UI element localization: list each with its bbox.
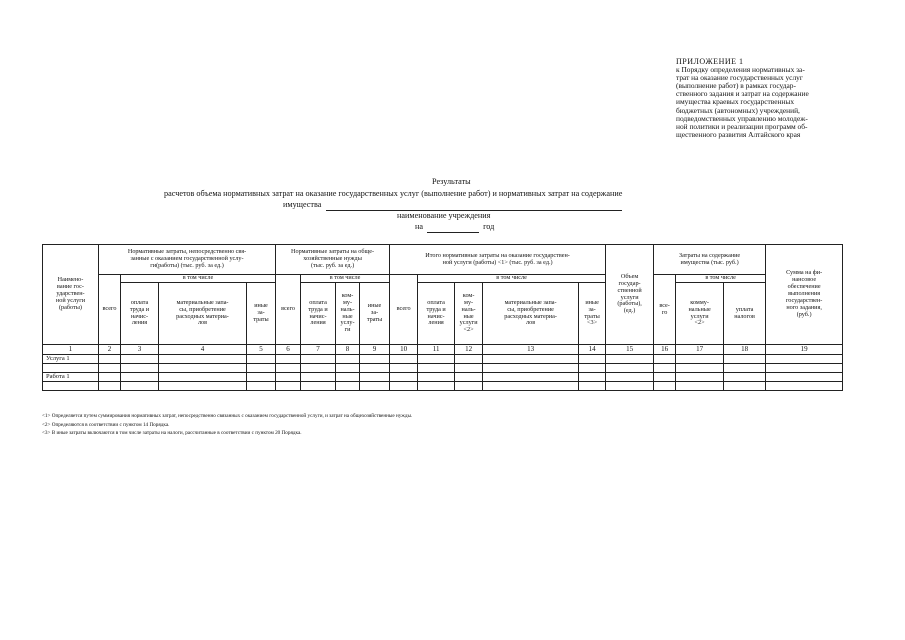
header-including: в том числе	[676, 275, 766, 283]
property-label: имущества	[283, 200, 322, 209]
column-number: 6	[276, 345, 301, 355]
table-row	[43, 364, 843, 373]
column-number-row	[43, 345, 843, 355]
institution-name-blank	[326, 202, 622, 211]
year-prefix: на	[415, 222, 424, 231]
column-number: 4	[159, 345, 247, 355]
footnotes	[42, 412, 412, 438]
institution-caption: наименование учреждения	[397, 211, 491, 220]
column-number: 7	[301, 345, 336, 355]
appendix-line: бюджетных (автономных) учреждений,	[676, 105, 800, 115]
header-total: всего	[99, 275, 121, 345]
header-materials: материальные запа- сы, приобретение расходных материа- лов	[159, 283, 247, 345]
header-labor: оплата труда и начис- ления	[418, 283, 455, 345]
header-service-volume: Объем государ- ственной услуги (работы), (ед.)	[606, 245, 654, 345]
document-title: Результаты	[432, 177, 471, 186]
column-number: 2	[99, 345, 121, 355]
header-total: всего	[390, 275, 418, 345]
header-including: в том числе	[301, 275, 390, 283]
column-number: 1	[43, 345, 99, 355]
header-other-costs: иные за- траты	[247, 283, 276, 345]
header-service-name: Наимено- вание гос- ударствен- ной услуги (работы)	[43, 245, 99, 345]
appendix-line: ной политики и реализации программ об-	[676, 121, 808, 131]
property-line	[283, 200, 622, 211]
appendix-line: (выполнение работ) в рамках государ-	[676, 81, 796, 91]
year-line	[415, 222, 494, 233]
appendix-line: к Порядку определения нормативных за-	[676, 65, 805, 75]
footnote: <2> Определяются в соответствии с пунктом 14 Порядка.	[42, 421, 170, 428]
header-taxes: уплата налогов	[724, 283, 766, 345]
results-table	[42, 244, 843, 391]
column-number: 3	[121, 345, 159, 355]
column-number: 5	[247, 345, 276, 355]
footnote: <1> Определяется путем суммирования нормативных затрат, непосредственно связанных с оказанием государственной услуги, и затрат на общехозяйственные нужды.	[42, 413, 413, 419]
column-number: 10	[390, 345, 418, 355]
column-number: 12	[455, 345, 483, 355]
header-utilities: комму- нальные услуги <2>	[676, 283, 724, 345]
header-general-costs: Нормативные затраты на обще- хозяйственные нужды (тыс. руб. за ед.)	[276, 245, 390, 275]
appendix-line: имущества краевых государственных	[676, 97, 795, 107]
appendix-caption: ПРИЛОЖЕНИЕ 1	[676, 57, 744, 66]
table-row	[43, 382, 843, 391]
appendix-line: трат на оказание государственных услуг	[676, 73, 803, 83]
footnote: <3> В иные затраты включаются в том числе затраты на налоги, рассчитанные в соответствии с пунктом 20 Порядка.	[42, 430, 302, 437]
header-including: в том числе	[418, 275, 606, 283]
appendix-line: ственного задания и затрат на содержание	[676, 89, 809, 99]
appendix-line: подведомственных управлению молодеж-	[676, 113, 808, 123]
row-label: Работа 1	[43, 373, 99, 382]
header-total: все- го	[654, 275, 676, 345]
header-other-costs: иные за- траты <3>	[579, 283, 606, 345]
header-property-costs: Затраты на содержание имущества (тыс. руб.)	[654, 245, 766, 275]
header-labor: оплата труда и начис- ления	[301, 283, 336, 345]
row-label	[43, 382, 99, 391]
column-number: 11	[418, 345, 455, 355]
header-direct-costs: Нормативные затраты, непосредственно свя- занные с оказанием государственной услу- ги(работы) (тыс. руб. за ед.)	[99, 245, 276, 275]
column-number: 8	[336, 345, 360, 355]
header-total: всего	[276, 275, 301, 345]
appendix-header	[676, 58, 866, 139]
column-number: 9	[360, 345, 390, 355]
header-utilities: ком- му- наль- ные услуги <2>	[455, 283, 483, 345]
header-funding-sum: Сумма на фи- нансовое обеспечение выполнения государствен- ного задания, (руб.)	[766, 245, 843, 345]
header-including: в том числе	[121, 275, 276, 283]
year-blank	[427, 224, 479, 233]
appendix-line: щественного развития Алтайского края	[676, 129, 801, 139]
table-row	[43, 373, 843, 382]
column-number: 17	[676, 345, 724, 355]
row-label	[43, 364, 99, 373]
column-number: 14	[579, 345, 606, 355]
table-row	[43, 355, 843, 364]
header-labor: оплата труда и начис- ления	[121, 283, 159, 345]
column-number: 16	[654, 345, 676, 355]
column-number: 13	[483, 345, 579, 355]
header-other-costs: иные за- траты	[360, 283, 390, 345]
column-number: 15	[606, 345, 654, 355]
year-suffix: год	[483, 222, 495, 231]
column-number: 19	[766, 345, 843, 355]
header-materials: материальные запа- сы, приобретение расходных материа- лов	[483, 283, 579, 345]
row-label: Услуга 1	[43, 355, 99, 364]
document-subtitle: расчетов объема нормативных затрат на оказание государственных услуг (выполнение работ) и нормативных затрат на содержание	[164, 189, 623, 198]
header-total-costs: Итого нормативные затраты на оказание государствен- ной услуги (работы) <1> (тыс. руб. за ед.)	[390, 245, 606, 275]
header-utilities: ком- му- наль- ные услу- ги	[336, 283, 360, 345]
column-number: 18	[724, 345, 766, 355]
